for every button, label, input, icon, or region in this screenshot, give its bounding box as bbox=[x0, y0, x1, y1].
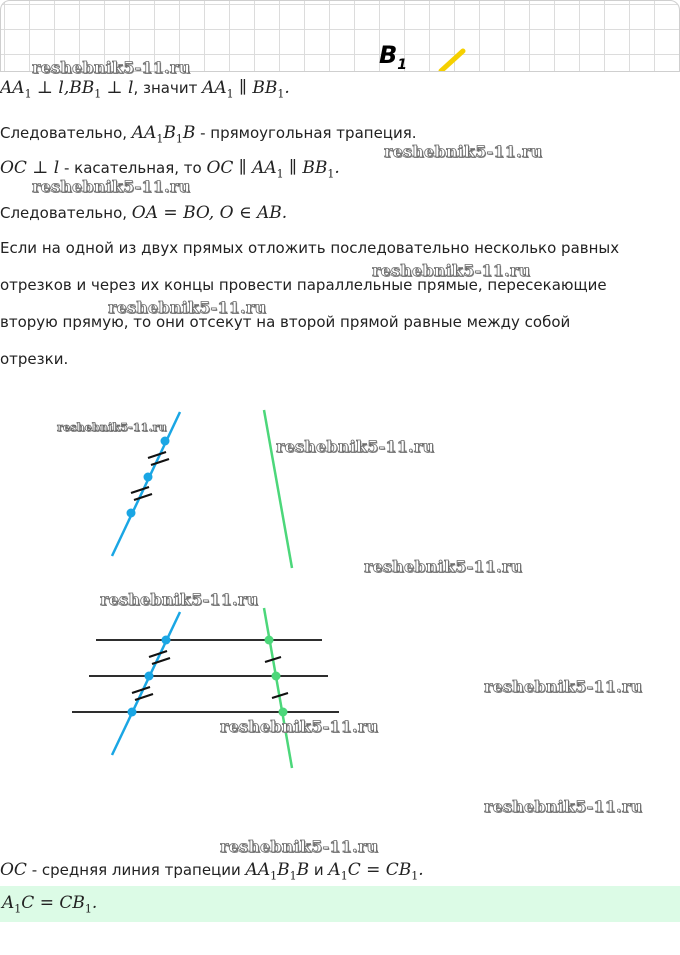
green-line bbox=[264, 608, 292, 768]
blue-line bbox=[112, 612, 180, 755]
watermark: reshebnik5-11.ru bbox=[484, 797, 643, 816]
watermark: reshebnik5-11.ru bbox=[32, 177, 191, 196]
blue-point bbox=[162, 636, 171, 645]
green-point bbox=[265, 636, 274, 645]
watermark: reshebnik5-11.ru bbox=[220, 717, 379, 736]
theorem-line-4: отрезки. bbox=[0, 350, 69, 368]
watermark: reshebnik5-11.ru bbox=[32, 58, 191, 77]
blue-point bbox=[144, 473, 153, 482]
watermark: reshebnik5-11.ru bbox=[384, 142, 543, 161]
theorem-line-3: вторую прямую, то они отсекут на второй прямой равные между собой bbox=[0, 313, 571, 331]
blue-point bbox=[128, 708, 137, 717]
watermark: reshebnik5-11.ru bbox=[364, 557, 523, 576]
blue-point bbox=[145, 672, 154, 681]
theorem-line-1: Если на одной из двух прямых отложить последовательно несколько равных bbox=[0, 239, 620, 257]
blue-point bbox=[127, 509, 136, 518]
watermark: reshebnik5-11.ru bbox=[100, 590, 259, 609]
line-tangent: OC ⊥ l - касательная, то OC ∥ $AA_1$ ∥ $BB_1$. bbox=[0, 158, 340, 181]
green-line bbox=[264, 410, 292, 568]
line-midline: OC - средняя линия трапеции $AA_1B_1B$ и $A_1C = CB_1$. bbox=[0, 860, 424, 883]
point-label-b1: $B_1$ bbox=[379, 41, 408, 72]
answer-box bbox=[0, 886, 680, 922]
watermark: reshebnik5-11.ru bbox=[372, 261, 531, 280]
theorem-line-2: отрезков и через их концы провести параллельные прямые, пересекающие bbox=[0, 276, 607, 294]
line-perpendicular: $AA_1$ ⊥ $l,BB_1$ ⊥ l, значит $AA_1$ ∥ $BB_1$. bbox=[0, 78, 290, 101]
watermark: reshebnik5-11.ru bbox=[484, 677, 643, 696]
highlighter-stroke bbox=[431, 43, 471, 72]
watermark: reshebnik5-11.ru bbox=[220, 837, 379, 856]
answer-text: $A_1C = CB_1$. bbox=[2, 893, 98, 916]
line-trapezoid: Следовательно, $AA_1B_1B$ - прямоугольная трапеция. bbox=[0, 123, 417, 146]
watermark: reshebnik5-11.ru bbox=[108, 298, 267, 317]
blue-point bbox=[161, 437, 170, 446]
watermark: reshebnik5-11.ru bbox=[276, 437, 435, 456]
watermark: reshebnik5-11.ru bbox=[57, 421, 167, 434]
green-point bbox=[272, 672, 281, 681]
green-point bbox=[279, 708, 288, 717]
line-midpoint: Следовательно, OA = BO, O ∈ AB. bbox=[0, 203, 288, 223]
